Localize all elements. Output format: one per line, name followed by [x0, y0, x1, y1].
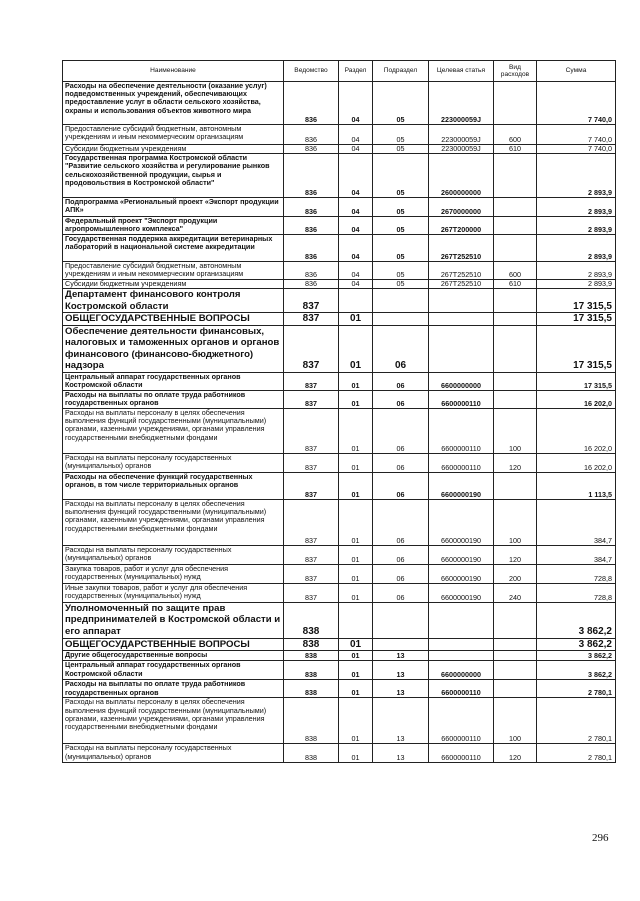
- row-target-article: 6600000000: [429, 372, 494, 390]
- row-target-article: 6600000110: [429, 408, 494, 453]
- row-target-article: 6600000000: [429, 661, 494, 680]
- row-amount: 2 893,9: [537, 235, 616, 262]
- row-target-article: 223000059J: [429, 145, 494, 154]
- row-section: 01: [339, 453, 373, 472]
- row-section: 04: [339, 235, 373, 262]
- column-header: Ведомство: [284, 61, 339, 82]
- row-section: 04: [339, 262, 373, 280]
- row-name: Расходы на выплаты персоналу в целях обеспечения выполнения функций государственными (муниципальными) органами, казенными учреждениями, органами управления государственными внебюджетными фондами: [63, 408, 284, 453]
- row-section: [339, 289, 373, 313]
- table-row: [63, 145, 616, 154]
- row-amount: 2 780,1: [537, 744, 616, 763]
- row-amount: 17 315,5: [537, 313, 616, 326]
- row-subsection: 05: [373, 217, 429, 235]
- row-department: 836: [284, 280, 339, 289]
- row-target-article: 6600000190: [429, 499, 494, 545]
- row-department: 837: [284, 408, 339, 453]
- row-amount: 7 740,0: [537, 145, 616, 154]
- row-department: 836: [284, 262, 339, 280]
- row-department: 837: [284, 583, 339, 602]
- row-name: Центральный аппарат государственных органов Костромской области: [63, 372, 284, 390]
- row-name: Расходы на выплаты персоналу государственных (муниципальных) органов: [63, 453, 284, 472]
- row-amount: 3 862,2: [537, 602, 616, 638]
- row-subsection: 13: [373, 744, 429, 763]
- row-subsection: 06: [373, 545, 429, 564]
- table-row: [63, 325, 616, 372]
- row-section: 01: [339, 408, 373, 453]
- table-row: [63, 602, 616, 638]
- table-row: [63, 217, 616, 235]
- row-expense-type: [494, 289, 537, 313]
- row-amount: 2 893,9: [537, 217, 616, 235]
- table-row: [63, 453, 616, 472]
- row-target-article: 6600000190: [429, 583, 494, 602]
- row-department: 836: [284, 154, 339, 198]
- row-target-article: [429, 602, 494, 638]
- table-row: [63, 408, 616, 453]
- row-section: 04: [339, 280, 373, 289]
- row-target-article: 6600000190: [429, 472, 494, 499]
- row-expense-type: [494, 235, 537, 262]
- table-row: [63, 125, 616, 145]
- row-department: 837: [284, 289, 339, 313]
- row-name: Расходы на выплаты персоналу государственных (муниципальных) органов: [63, 545, 284, 564]
- row-name: Обеспечение деятельности финансовых, налоговых и таможенных органов и органов финансового (финансово-бюджетного) надзора: [63, 325, 284, 372]
- row-name: Расходы на выплаты по оплате труда работников государственных органов: [63, 390, 284, 408]
- row-subsection: 06: [373, 564, 429, 583]
- row-name: Государственная поддержка аккредитации ветеринарных лабораторий в национальной системе аккредитации: [63, 235, 284, 262]
- row-expense-type: [494, 651, 537, 661]
- row-name: Государственная программа Костромской области "Развитие сельского хозяйства и регулирование рынков сельскохозяйственной продукции, сырья и продовольствия в Костромской области": [63, 154, 284, 198]
- row-subsection: 05: [373, 198, 429, 217]
- row-department: 836: [284, 145, 339, 154]
- row-name: Уполномоченный по защите прав предпринимателей в Костромской области и его аппарат: [63, 602, 284, 638]
- row-amount: 16 202,0: [537, 453, 616, 472]
- row-section: 01: [339, 698, 373, 744]
- row-expense-type: 100: [494, 408, 537, 453]
- column-header: Целевая статья: [429, 61, 494, 82]
- row-name: Расходы на выплаты персоналу государственных (муниципальных) органов: [63, 744, 284, 763]
- row-subsection: [373, 602, 429, 638]
- row-department: 837: [284, 472, 339, 499]
- row-expense-type: 200: [494, 564, 537, 583]
- table-row: [63, 638, 616, 651]
- row-name: ОБЩЕГОСУДАРСТВЕННЫЕ ВОПРОСЫ: [63, 638, 284, 651]
- table-row: [63, 289, 616, 313]
- table-row: [63, 651, 616, 661]
- row-amount: 16 202,0: [537, 390, 616, 408]
- row-target-article: 6600000110: [429, 698, 494, 744]
- row-subsection: 06: [373, 390, 429, 408]
- column-header: Подраздел: [373, 61, 429, 82]
- row-expense-type: [494, 372, 537, 390]
- table-row: [63, 661, 616, 680]
- row-amount: 2 780,1: [537, 680, 616, 698]
- row-department: 836: [284, 235, 339, 262]
- row-subsection: 06: [373, 325, 429, 372]
- row-expense-type: 100: [494, 698, 537, 744]
- row-department: 836: [284, 125, 339, 145]
- row-subsection: 06: [373, 472, 429, 499]
- row-expense-type: 120: [494, 453, 537, 472]
- row-subsection: 05: [373, 280, 429, 289]
- row-amount: 728,8: [537, 583, 616, 602]
- row-expense-type: [494, 82, 537, 125]
- row-subsection: 05: [373, 235, 429, 262]
- column-header: Сумма: [537, 61, 616, 82]
- row-department: 837: [284, 313, 339, 326]
- row-name: Другие общегосударственные вопросы: [63, 651, 284, 661]
- row-target-article: 267T252510: [429, 280, 494, 289]
- row-department: 838: [284, 661, 339, 680]
- row-department: 838: [284, 680, 339, 698]
- row-expense-type: 600: [494, 125, 537, 145]
- table-row: [63, 280, 616, 289]
- row-name: Подпрограмма «Региональный проект «Экспорт продукции АПК»: [63, 198, 284, 217]
- row-expense-type: [494, 390, 537, 408]
- row-subsection: [373, 313, 429, 326]
- row-target-article: 6600000190: [429, 564, 494, 583]
- row-subsection: 06: [373, 372, 429, 390]
- row-expense-type: 120: [494, 545, 537, 564]
- row-department: 836: [284, 82, 339, 125]
- row-subsection: 06: [373, 499, 429, 545]
- row-department: 837: [284, 564, 339, 583]
- row-section: 01: [339, 313, 373, 326]
- row-department: 837: [284, 325, 339, 372]
- table-row: [63, 262, 616, 280]
- row-name: Департамент финансового контроля Костромской области: [63, 289, 284, 313]
- row-department: 837: [284, 390, 339, 408]
- row-target-article: 223000059J: [429, 82, 494, 125]
- table-row: [63, 472, 616, 499]
- table-row: [63, 82, 616, 125]
- row-amount: 7 740,0: [537, 82, 616, 125]
- row-amount: 384,7: [537, 545, 616, 564]
- row-name: Расходы на выплаты по оплате труда работников государственных органов: [63, 680, 284, 698]
- row-section: 01: [339, 499, 373, 545]
- row-department: 838: [284, 602, 339, 638]
- row-department: 837: [284, 499, 339, 545]
- row-expense-type: 600: [494, 262, 537, 280]
- row-department: 838: [284, 638, 339, 651]
- row-target-article: [429, 289, 494, 313]
- row-subsection: [373, 289, 429, 313]
- row-target-article: 267T252510: [429, 262, 494, 280]
- row-name: Субсидии бюджетным учреждениям: [63, 280, 284, 289]
- row-expense-type: [494, 313, 537, 326]
- row-subsection: 05: [373, 154, 429, 198]
- row-subsection: 06: [373, 453, 429, 472]
- row-subsection: 05: [373, 82, 429, 125]
- row-section: 01: [339, 583, 373, 602]
- table-row: [63, 499, 616, 545]
- row-department: 836: [284, 198, 339, 217]
- table-row: [63, 198, 616, 217]
- row-section: 01: [339, 545, 373, 564]
- row-section: 01: [339, 472, 373, 499]
- row-amount: 384,7: [537, 499, 616, 545]
- row-expense-type: 610: [494, 280, 537, 289]
- row-department: 838: [284, 651, 339, 661]
- row-name: ОБЩЕГОСУДАРСТВЕННЫЕ ВОПРОСЫ: [63, 313, 284, 326]
- row-section: 01: [339, 325, 373, 372]
- budget-table-page: [62, 60, 615, 763]
- row-subsection: 05: [373, 145, 429, 154]
- row-amount: 2 893,9: [537, 280, 616, 289]
- row-target-article: [429, 638, 494, 651]
- row-target-article: 2600000000: [429, 154, 494, 198]
- budget-table: [62, 60, 616, 763]
- row-name: Расходы на выплаты персоналу в целях обеспечения выполнения функций государственными (муниципальными) органами, казенными учреждениями, органами управления государственными внебюджетными фондами: [63, 698, 284, 744]
- row-subsection: [373, 638, 429, 651]
- row-amount: 2 893,9: [537, 262, 616, 280]
- row-target-article: 6600000110: [429, 744, 494, 763]
- row-section: 04: [339, 154, 373, 198]
- row-subsection: 05: [373, 262, 429, 280]
- row-target-article: 6600000110: [429, 390, 494, 408]
- row-target-article: 6600000190: [429, 545, 494, 564]
- row-expense-type: [494, 198, 537, 217]
- row-section: 01: [339, 390, 373, 408]
- column-header: Наименование: [63, 61, 284, 82]
- row-name: Расходы на обеспечение деятельности (оказание услуг) подведомственных учреждений, обеспечивающих предоставление услуг в области сельского хозяйства, охраны и использования объектов животного мира: [63, 82, 284, 125]
- row-subsection: 05: [373, 125, 429, 145]
- row-subsection: 06: [373, 408, 429, 453]
- column-header: Раздел: [339, 61, 373, 82]
- row-department: 837: [284, 372, 339, 390]
- row-expense-type: [494, 154, 537, 198]
- row-amount: 2 780,1: [537, 698, 616, 744]
- row-expense-type: [494, 661, 537, 680]
- row-section: 04: [339, 217, 373, 235]
- row-name: Центральный аппарат государственных органов Костромской области: [63, 661, 284, 680]
- row-expense-type: 240: [494, 583, 537, 602]
- table-row: [63, 313, 616, 326]
- row-target-article: 223000059J: [429, 125, 494, 145]
- row-expense-type: [494, 680, 537, 698]
- row-name: Расходы на обеспечение функций государственных органов, в том числе территориальных органов: [63, 472, 284, 499]
- row-name: Федеральный проект "Экспорт продукции агропромышленного комплекса": [63, 217, 284, 235]
- row-section: 04: [339, 198, 373, 217]
- table-row: [63, 154, 616, 198]
- row-amount: 16 202,0: [537, 408, 616, 453]
- row-target-article: [429, 313, 494, 326]
- table-row: [63, 545, 616, 564]
- row-amount: 1 113,5: [537, 472, 616, 499]
- row-department: 837: [284, 453, 339, 472]
- table-row: [63, 583, 616, 602]
- row-subsection: 06: [373, 583, 429, 602]
- row-target-article: 2670000000: [429, 198, 494, 217]
- row-department: 838: [284, 744, 339, 763]
- row-amount: 2 893,9: [537, 154, 616, 198]
- row-section: 04: [339, 82, 373, 125]
- row-amount: 728,8: [537, 564, 616, 583]
- row-subsection: 13: [373, 651, 429, 661]
- table-row: [63, 390, 616, 408]
- row-section: 01: [339, 372, 373, 390]
- table-header-row: [63, 61, 616, 82]
- table-row: [63, 680, 616, 698]
- row-expense-type: [494, 217, 537, 235]
- row-amount: 2 893,9: [537, 198, 616, 217]
- row-expense-type: [494, 602, 537, 638]
- table-row: [63, 564, 616, 583]
- column-header: Вид расходов: [494, 61, 537, 82]
- row-amount: 3 862,2: [537, 661, 616, 680]
- table-row: [63, 698, 616, 744]
- row-section: 01: [339, 661, 373, 680]
- row-expense-type: 610: [494, 145, 537, 154]
- row-name: Закупка товаров, работ и услуг для обеспечения государственных (муниципальных) нужд: [63, 564, 284, 583]
- row-amount: 17 315,5: [537, 325, 616, 372]
- table-row: [63, 744, 616, 763]
- row-expense-type: 100: [494, 499, 537, 545]
- row-section: 01: [339, 651, 373, 661]
- row-target-article: 6600000110: [429, 453, 494, 472]
- row-name: Иные закупки товаров, работ и услуг для обеспечения государственных (муниципальных) нужд: [63, 583, 284, 602]
- row-name: Предоставление субсидий бюджетным, автономным учреждениям и иным некоммерческим организациям: [63, 125, 284, 145]
- row-name: Предоставление субсидий бюджетным, автономным учреждениям и иным некоммерческим организациям: [63, 262, 284, 280]
- row-expense-type: 120: [494, 744, 537, 763]
- row-subsection: 13: [373, 680, 429, 698]
- row-subsection: 13: [373, 698, 429, 744]
- row-expense-type: [494, 472, 537, 499]
- row-section: 01: [339, 638, 373, 651]
- row-section: 04: [339, 145, 373, 154]
- row-section: 04: [339, 125, 373, 145]
- row-target-article: 267T200000: [429, 217, 494, 235]
- row-section: 01: [339, 744, 373, 763]
- row-subsection: 13: [373, 661, 429, 680]
- row-section: [339, 602, 373, 638]
- row-amount: 3 862,2: [537, 638, 616, 651]
- table-body: [63, 82, 616, 763]
- row-amount: 7 740,0: [537, 125, 616, 145]
- row-name: Расходы на выплаты персоналу в целях обеспечения выполнения функций государственными (муниципальными) органами, казенными учреждениями, органами управления государственными внебюджетными фондами: [63, 499, 284, 545]
- row-name: Субсидии бюджетным учреждениям: [63, 145, 284, 154]
- row-target-article: [429, 325, 494, 372]
- row-target-article: [429, 651, 494, 661]
- row-target-article: 267T252510: [429, 235, 494, 262]
- page-number: 296: [592, 832, 609, 844]
- row-section: 01: [339, 680, 373, 698]
- row-amount: 17 315,5: [537, 372, 616, 390]
- row-expense-type: [494, 638, 537, 651]
- row-department: 837: [284, 545, 339, 564]
- row-expense-type: [494, 325, 537, 372]
- row-section: 01: [339, 564, 373, 583]
- table-row: [63, 235, 616, 262]
- row-amount: 3 862,2: [537, 651, 616, 661]
- row-amount: 17 315,5: [537, 289, 616, 313]
- row-target-article: 6600000110: [429, 680, 494, 698]
- row-department: 838: [284, 698, 339, 744]
- table-row: [63, 372, 616, 390]
- row-department: 836: [284, 217, 339, 235]
